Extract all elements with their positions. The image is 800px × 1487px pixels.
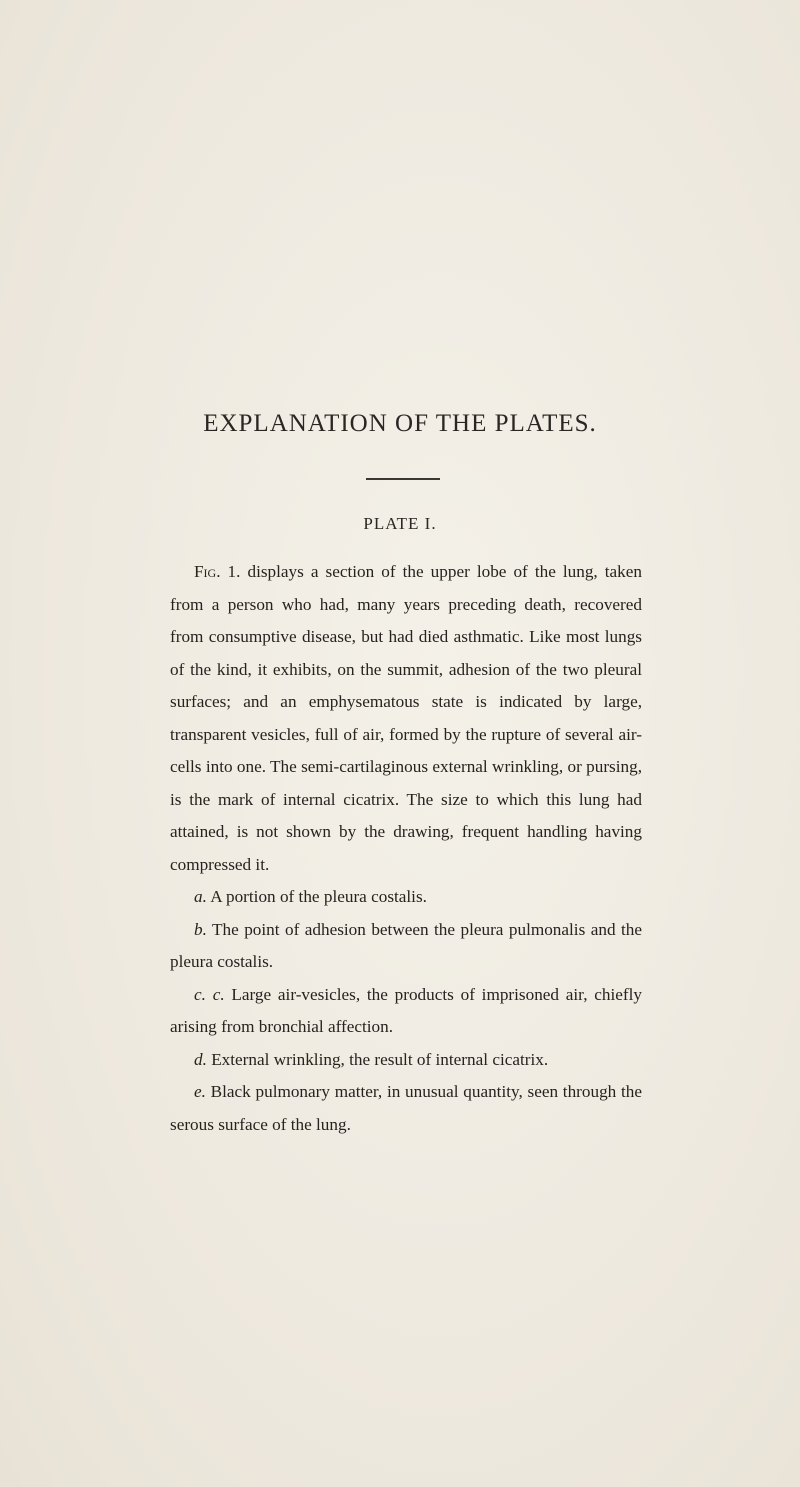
legend-item-c — [170, 979, 642, 1044]
legend-key: b. — [194, 919, 207, 939]
legend-item-b — [170, 914, 642, 979]
figure-description — [170, 556, 642, 881]
legend-key: c. c. — [194, 984, 225, 1004]
legend-text: The point of adhesion between the pleura pulmonalis and the pleura costalis. — [170, 919, 642, 971]
legend-key: d. — [194, 1049, 207, 1069]
legend-item-d — [170, 1044, 642, 1077]
legend-item-a — [170, 881, 642, 914]
plate-heading: PLATE I. — [363, 514, 437, 533]
body-text — [170, 556, 642, 1141]
figure-description-text: displays a section of the upper lobe of the lung, taken from a person who had, many years preceding death, recovered from consumptive disease, but had died asthmatic. Like most lungs of the kind, it exhibits, on the summit, adhesion of the two pleural surfaces; and an emphysematous state is indicated by large, transparent vesicles, full of air, formed by the rupture of several air-cells into one. The semi-cartilaginous external wrinkling, or pursing, is the mark of internal cicatrix. The size to which this lung had attained, is not shown by the drawing, frequent handling having compressed it. — [170, 562, 642, 874]
legend-key: e. — [194, 1082, 206, 1101]
legend-text: External wrinkling, the result of internal cicatrix. — [206, 1049, 549, 1069]
legend-text: A portion of the pleura costalis. — [206, 887, 427, 906]
page-title: EXPLANATION OF THE PLATES. — [203, 410, 597, 437]
figure-label: Fig. 1. — [194, 562, 241, 581]
title-divider — [366, 478, 440, 480]
legend-text: Black pulmonary matter, in unusual quantity, seen through the serous surface of the lung. — [170, 1082, 642, 1134]
legend-text: Large air-vesicles, the products of imprisoned air, chiefly arising from bronchial affection. — [170, 984, 642, 1036]
legend-item-e — [170, 1076, 642, 1141]
legend-key: a. — [194, 887, 207, 906]
